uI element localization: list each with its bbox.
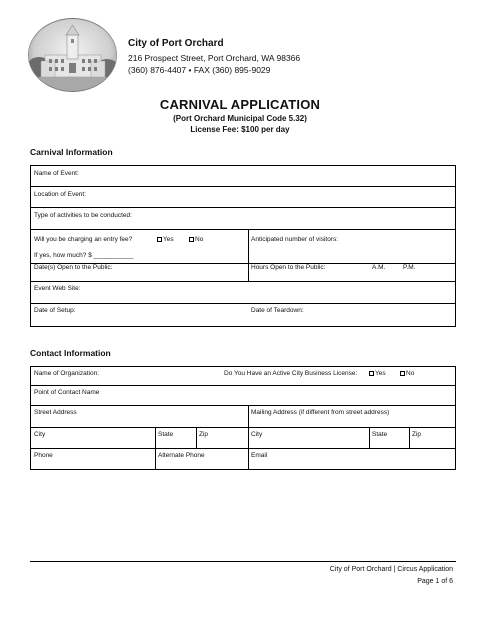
dates-hours-row [31, 263, 455, 282]
city-state-zip-row [31, 428, 455, 449]
carnival-info-form [30, 165, 456, 327]
entry-fee-yes[interactable]: Yes [157, 236, 174, 243]
street-address-label[interactable]: Street Address [34, 409, 77, 416]
event-name-label: Name of Event: [34, 170, 79, 177]
alt-phone-label[interactable]: Alternate Phone [158, 452, 205, 459]
activities-label: Type of activities to be conducted: [34, 212, 132, 219]
organization-label: Name of Organization: [34, 370, 100, 377]
visitors-label[interactable]: Anticipated number of visitors: [251, 236, 339, 243]
contact-info-heading: Contact Information [30, 348, 111, 358]
mailing-state-label[interactable]: State [372, 431, 388, 438]
footer-doc-name: City of Port Orchard | Circus Application [329, 566, 453, 573]
org-name: City of Port Orchard [128, 38, 224, 49]
setup-label[interactable]: Date of Setup: [34, 307, 76, 314]
phone-email-row [31, 449, 455, 470]
divider [155, 428, 156, 448]
entry-fee-yes-checkbox[interactable] [157, 237, 162, 242]
divider [369, 428, 370, 448]
divider [155, 449, 156, 470]
page-title: CARNIVAL APPLICATION [159, 97, 321, 112]
mailing-city-label[interactable]: City [251, 431, 263, 438]
divider [409, 428, 410, 448]
poc-row[interactable] [31, 386, 455, 406]
phone-label[interactable]: Phone [34, 452, 53, 459]
contact-info-form [30, 366, 456, 470]
license-no[interactable]: No [400, 370, 414, 377]
event-location-row[interactable] [31, 187, 455, 208]
setup-teardown-row [31, 304, 455, 326]
am-label: A.M. [372, 264, 386, 271]
entry-fee-row [31, 230, 455, 263]
poc-label: Point of Contact Name [34, 389, 100, 396]
city-label[interactable]: City [34, 431, 46, 438]
dates-open-label[interactable]: Date(s) Open to the Public: [34, 264, 113, 271]
entry-fee-label: Will you be charging an entry fee? [34, 236, 133, 243]
divider [248, 406, 249, 427]
license-fee: License Fee: $100 per day [190, 125, 290, 134]
mailing-zip-label[interactable]: Zip [412, 431, 422, 438]
fee-amount-label[interactable]: If yes, how much? $ ___________ [34, 252, 134, 259]
event-name-row[interactable] [31, 166, 455, 187]
city-hall-logo [27, 17, 118, 93]
divider [248, 428, 249, 448]
website-label: Event Web Site: [34, 285, 81, 292]
email-label[interactable]: Email [251, 452, 268, 459]
page-subtitle: (Port Orchard Municipal Code 5.32) [173, 114, 307, 123]
org-phone-fax: (360) 876-4407 • FAX (360) 895-9029 [128, 65, 271, 75]
zip-label[interactable]: Zip [199, 431, 209, 438]
address-row [31, 406, 455, 428]
website-row[interactable] [31, 282, 455, 304]
teardown-label[interactable]: Date of Teardown: [251, 307, 304, 314]
hours-open-label[interactable]: Hours Open to the Public: [251, 264, 326, 271]
org-address: 216 Prospect Street, Port Orchard, WA 98366 [128, 53, 301, 63]
divider [196, 428, 197, 448]
footer-page-number: Page 1 of 6 [417, 578, 453, 585]
entry-fee-no-checkbox[interactable] [189, 237, 194, 242]
organization-row[interactable] [31, 367, 455, 386]
divider [248, 264, 249, 281]
license-no-checkbox[interactable] [400, 371, 405, 376]
state-label[interactable]: State [158, 431, 174, 438]
business-license-question: Do You Have an Active City Business License: [224, 370, 358, 377]
footer-rule [30, 561, 456, 562]
event-location-label: Location of Event: [34, 191, 87, 198]
pm-label: P.M. [403, 264, 416, 271]
license-yes[interactable]: Yes [369, 370, 386, 377]
entry-fee-no[interactable]: No [189, 236, 203, 243]
license-yes-checkbox[interactable] [369, 371, 374, 376]
divider [248, 449, 249, 470]
mailing-address-label[interactable]: Mailing Address (if different from street address) [251, 409, 390, 416]
activities-row[interactable] [31, 208, 455, 230]
carnival-info-heading: Carnival Information [30, 147, 113, 157]
